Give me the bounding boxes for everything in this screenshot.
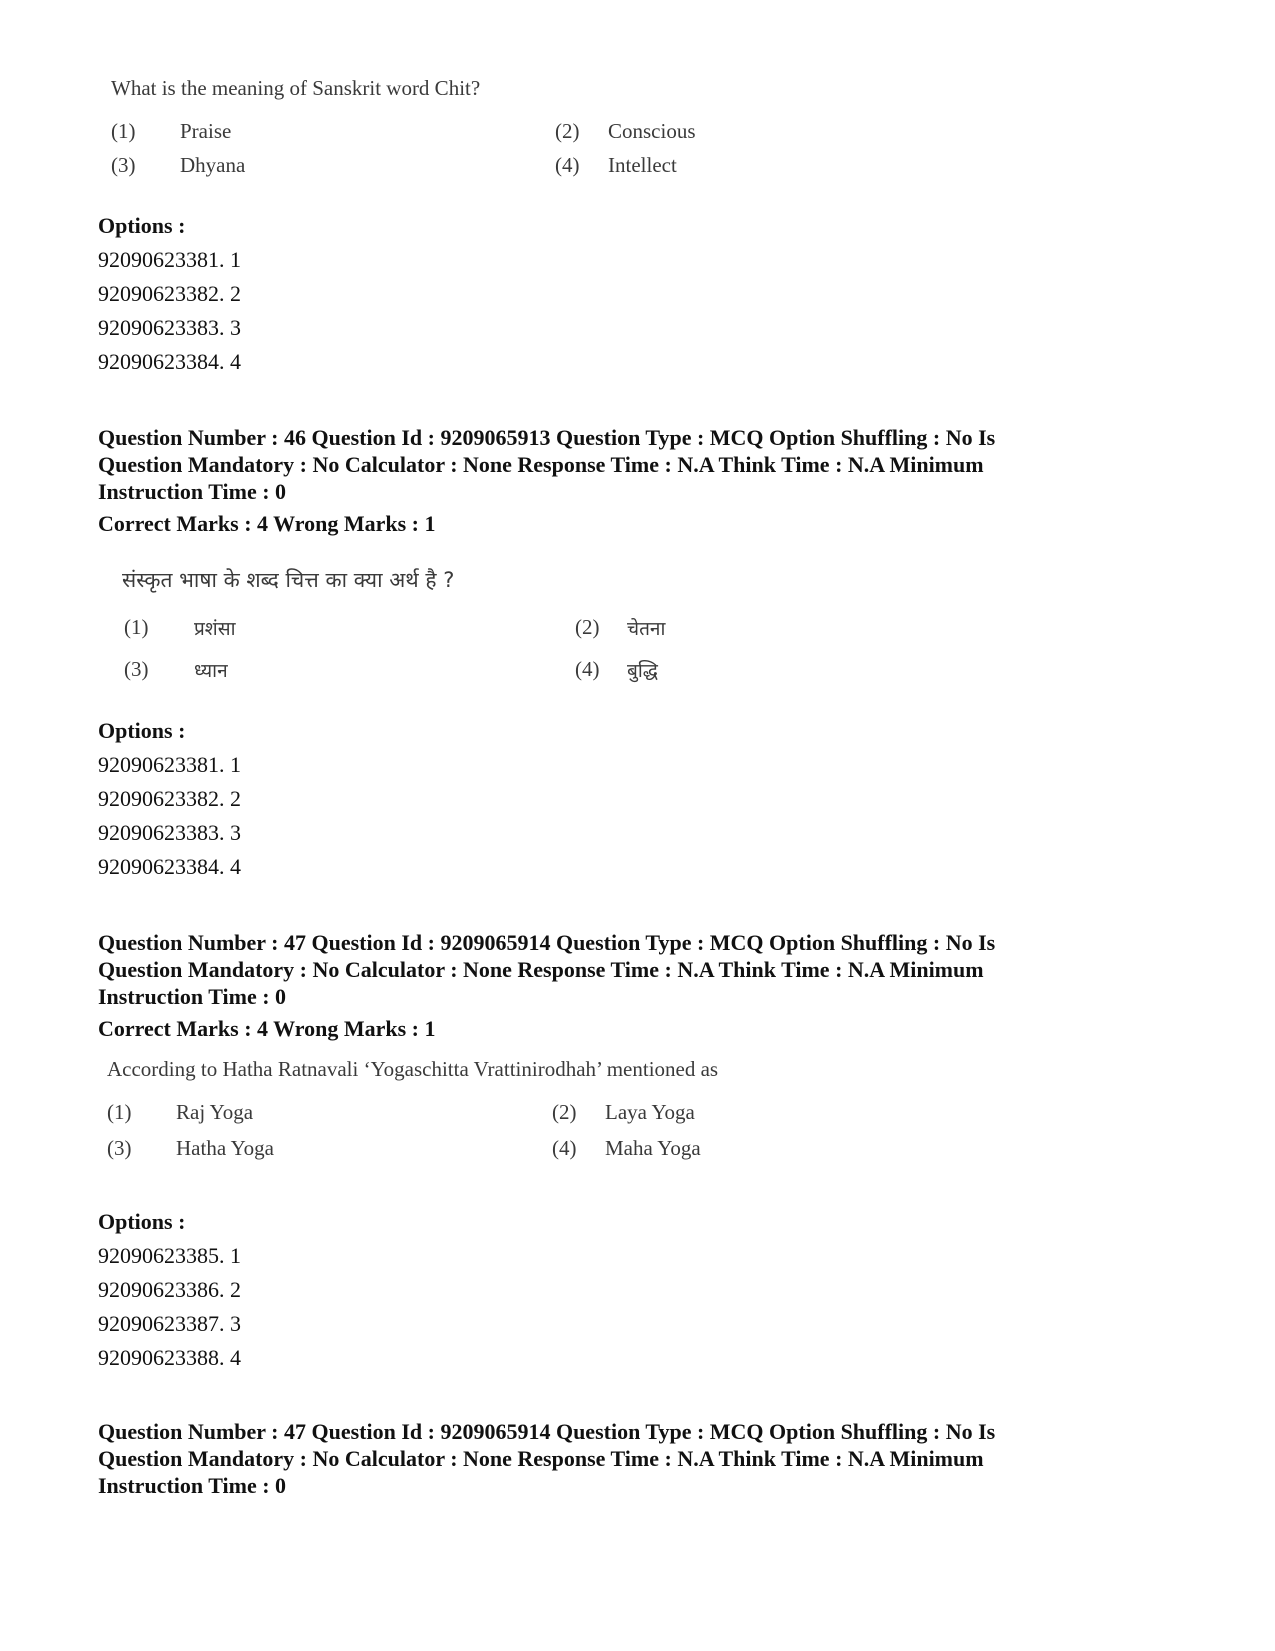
- option-number: (1): [124, 615, 149, 639]
- meta-line: Question Number : 46 Question Id : 9209065913 Question Type : MCQ Option Shuffling : No Is: [98, 425, 996, 450]
- marks-line: Correct Marks : 4 Wrong Marks : 1: [98, 1016, 436, 1041]
- marks-line: Correct Marks : 4 Wrong Marks : 1: [98, 511, 436, 536]
- options-label: Options :: [98, 718, 186, 743]
- option-text: बुद्धि: [627, 660, 658, 682]
- option-id-line: 92090623383. 3: [98, 820, 241, 845]
- option-number: (4): [575, 657, 600, 681]
- question-stem: What is the meaning of Sanskrit word Chit?: [111, 76, 481, 100]
- option-number: (3): [107, 1136, 132, 1160]
- question-image-q45: [111, 76, 811, 186]
- option-text: Hatha Yoga: [176, 1136, 274, 1160]
- option-id-line: 92090623387. 3: [98, 1311, 241, 1336]
- option-number: (2): [552, 1100, 577, 1124]
- option-text: ध्यान: [194, 660, 228, 682]
- option-number: (2): [575, 615, 600, 639]
- question-image-q47: [107, 1057, 867, 1167]
- option-number: (3): [124, 657, 149, 681]
- option-number: (2): [555, 119, 580, 143]
- meta-line: Question Number : 47 Question Id : 9209065914 Question Type : MCQ Option Shuffling : No Is: [98, 1419, 996, 1444]
- question-meta-q46: [98, 424, 1158, 505]
- option-text: Intellect: [608, 153, 677, 177]
- question-meta-q47: [98, 929, 1158, 1010]
- option-number: (4): [555, 153, 580, 177]
- option-id-line: 92090623386. 2: [98, 1277, 241, 1302]
- option-id-line: 92090623388. 4: [98, 1345, 241, 1370]
- option-number: (3): [111, 153, 136, 177]
- meta-line: Question Mandatory : No Calculator : None Response Time : N.A Think Time : N.A Minimum: [98, 1446, 984, 1471]
- option-id-line: 92090623384. 4: [98, 854, 241, 879]
- option-text: Dhyana: [180, 153, 246, 177]
- meta-line: Instruction Time : 0: [98, 984, 287, 1009]
- option-text: प्रशंसा: [194, 618, 236, 640]
- question-image-q46: [122, 566, 822, 696]
- option-id-line: 92090623384. 4: [98, 349, 241, 374]
- option-number: (1): [111, 119, 136, 143]
- option-id-line: 92090623385. 1: [98, 1243, 241, 1268]
- option-id-line: 92090623381. 1: [98, 752, 241, 777]
- option-id-line: 92090623382. 2: [98, 281, 241, 306]
- option-number: (1): [107, 1100, 132, 1124]
- meta-line: Instruction Time : 0: [98, 479, 287, 504]
- options-label: Options :: [98, 213, 186, 238]
- meta-line: Question Number : 47 Question Id : 9209065914 Question Type : MCQ Option Shuffling : No Is: [98, 930, 996, 955]
- meta-line: Instruction Time : 0: [98, 1473, 287, 1498]
- question-meta-q47-repeat: [98, 1418, 1158, 1499]
- option-id-line: 92090623383. 3: [98, 315, 241, 340]
- options-label: Options :: [98, 1209, 186, 1234]
- meta-line: Question Mandatory : No Calculator : None Response Time : N.A Think Time : N.A Minimum: [98, 957, 984, 982]
- option-text: Raj Yoga: [176, 1100, 254, 1124]
- option-text: Conscious: [608, 119, 696, 143]
- option-text: चेतना: [627, 618, 666, 640]
- option-text: Laya Yoga: [605, 1100, 695, 1124]
- option-id-line: 92090623382. 2: [98, 786, 241, 811]
- question-stem: According to Hatha Ratnavali ‘Yogaschitta Vrattinirodhah’ mentioned as: [107, 1057, 719, 1081]
- question-stem: संस्कृत भाषा के शब्द चित्त का क्या अर्थ है ?: [122, 568, 455, 592]
- option-text: Maha Yoga: [605, 1136, 701, 1160]
- option-number: (4): [552, 1136, 577, 1160]
- meta-line: Question Mandatory : No Calculator : None Response Time : N.A Think Time : N.A Minimum: [98, 452, 984, 477]
- option-text: Praise: [180, 119, 232, 143]
- option-id-line: 92090623381. 1: [98, 247, 241, 272]
